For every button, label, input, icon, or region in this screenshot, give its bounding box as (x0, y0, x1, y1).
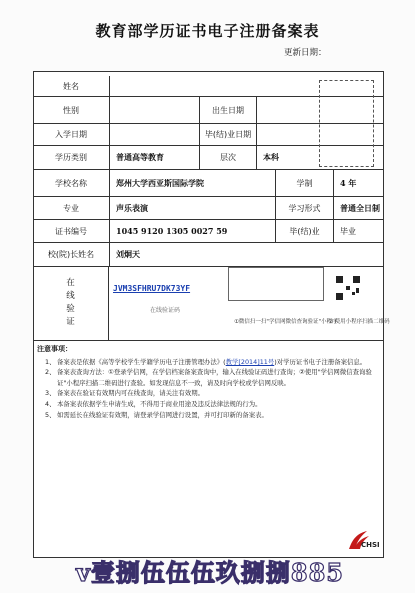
major-label: 专业 (63, 203, 79, 213)
note-item (37, 410, 381, 421)
gender-label: 性别 (63, 105, 79, 115)
update-date-label: 更新日期： (284, 48, 327, 58)
note-item (37, 399, 381, 410)
duration-label: 学制 (275, 170, 333, 196)
note-text: 备案表查询方法：①登录学信网，在学信档案备案查询中，输入在线验证码进行查询；②使用"学信网微信查询验证"小程序扫描二维码进行查验。如发现信息不一致，请及时向学校或学信网反映。 (57, 368, 372, 387)
note-text: 本备案表依据学生申请生成，不得用于商业用途及违反法律法规的行为。 (57, 399, 262, 408)
row-principal (33, 242, 384, 266)
note-item (37, 388, 381, 399)
enroll-label: 入学日期 (55, 130, 87, 139)
page-title: 教育部学历证书电子注册备案表 (95, 22, 320, 40)
name-value (109, 76, 319, 96)
wechat-hint: ①微信扫一扫"学信网微信查询验证"小程序 (234, 319, 338, 325)
qr-code-area (228, 267, 324, 301)
verify-label-char: 在 (66, 278, 75, 288)
duration-value: 4 年 (333, 170, 384, 196)
note-text: 如需延长在线验证有效期，请登录学信网进行设置，并可打印新的备案表。 (57, 410, 268, 419)
note-number: 5、 (45, 410, 56, 419)
graduate-date-value (256, 124, 319, 145)
note-text: 备案表是依据《高等学校学生学籍学历电子注册管理办法》( (57, 357, 226, 366)
note-number: 3、 (45, 389, 56, 398)
note-number: 4、 (45, 399, 56, 408)
verify-label-char: 线 (66, 291, 75, 301)
photo-placeholder (319, 80, 374, 167)
graduation-label: 毕(结)业 (275, 220, 333, 242)
verify-bottom-border (33, 340, 384, 341)
study-form-value: 普通全日制 (333, 197, 384, 219)
verify-label-char: 验 (66, 304, 75, 314)
major-value: 声乐表演 (109, 197, 275, 219)
verify-code-hint: 在线验证码 (150, 307, 181, 314)
watermark-text: v壹捌伍伍伍玖捌捌885 (75, 558, 345, 587)
note-text: 备案表在验证有效期内可在线查询，请关注有效期。 (57, 389, 204, 398)
category-label: 学历类别 (55, 153, 87, 162)
study-form-label: 学习形式 (275, 197, 333, 219)
enroll-value (109, 124, 199, 145)
birth-label: 出生日期 (199, 97, 256, 123)
graduation-value: 毕业 (333, 220, 384, 242)
note-text-after: )对学历证书电子注册备案信息。 (274, 357, 367, 366)
notes-heading: 注意事项： (37, 345, 72, 353)
verify-label (33, 266, 109, 340)
gender-value (109, 97, 199, 123)
birth-value (256, 97, 319, 123)
note-item (37, 357, 381, 368)
row-school (33, 169, 384, 196)
level-label: 层次 (199, 146, 256, 169)
row-major (33, 196, 384, 219)
graduate-date-label: 毕(结)业日期 (199, 124, 256, 145)
note-item (37, 367, 381, 388)
cert-no-value: 1045 9120 1305 0027 59 (109, 220, 275, 242)
school-label: 学校名称 (55, 178, 87, 188)
note-number: 1、 (45, 357, 56, 366)
level-value: 本科 (256, 146, 384, 169)
chsi-logo-text: CHSI (361, 541, 380, 549)
qr-code-icon[interactable] (336, 276, 360, 300)
principal-value: 刘炯天 (109, 243, 384, 266)
row-cert (33, 219, 384, 242)
wechat-hint-2: ② 使用小程序扫描二维码 (328, 319, 390, 325)
verify-label-char: 证 (66, 317, 75, 327)
name-label: 姓名 (63, 81, 79, 91)
cert-no-label: 证书编号 (55, 226, 87, 236)
notes-section (37, 344, 381, 420)
category-value: 普通高等教育 (109, 146, 199, 169)
note-link[interactable]: 教学[2014]11号 (225, 357, 275, 366)
verify-code-link[interactable]: JVM3SFHRU7DK73YF (113, 284, 191, 293)
school-value: 郑州大学西亚斯国际学院 (109, 170, 275, 196)
principal-label: 校(院)长姓名 (47, 250, 95, 259)
note-number: 2、 (45, 368, 56, 377)
